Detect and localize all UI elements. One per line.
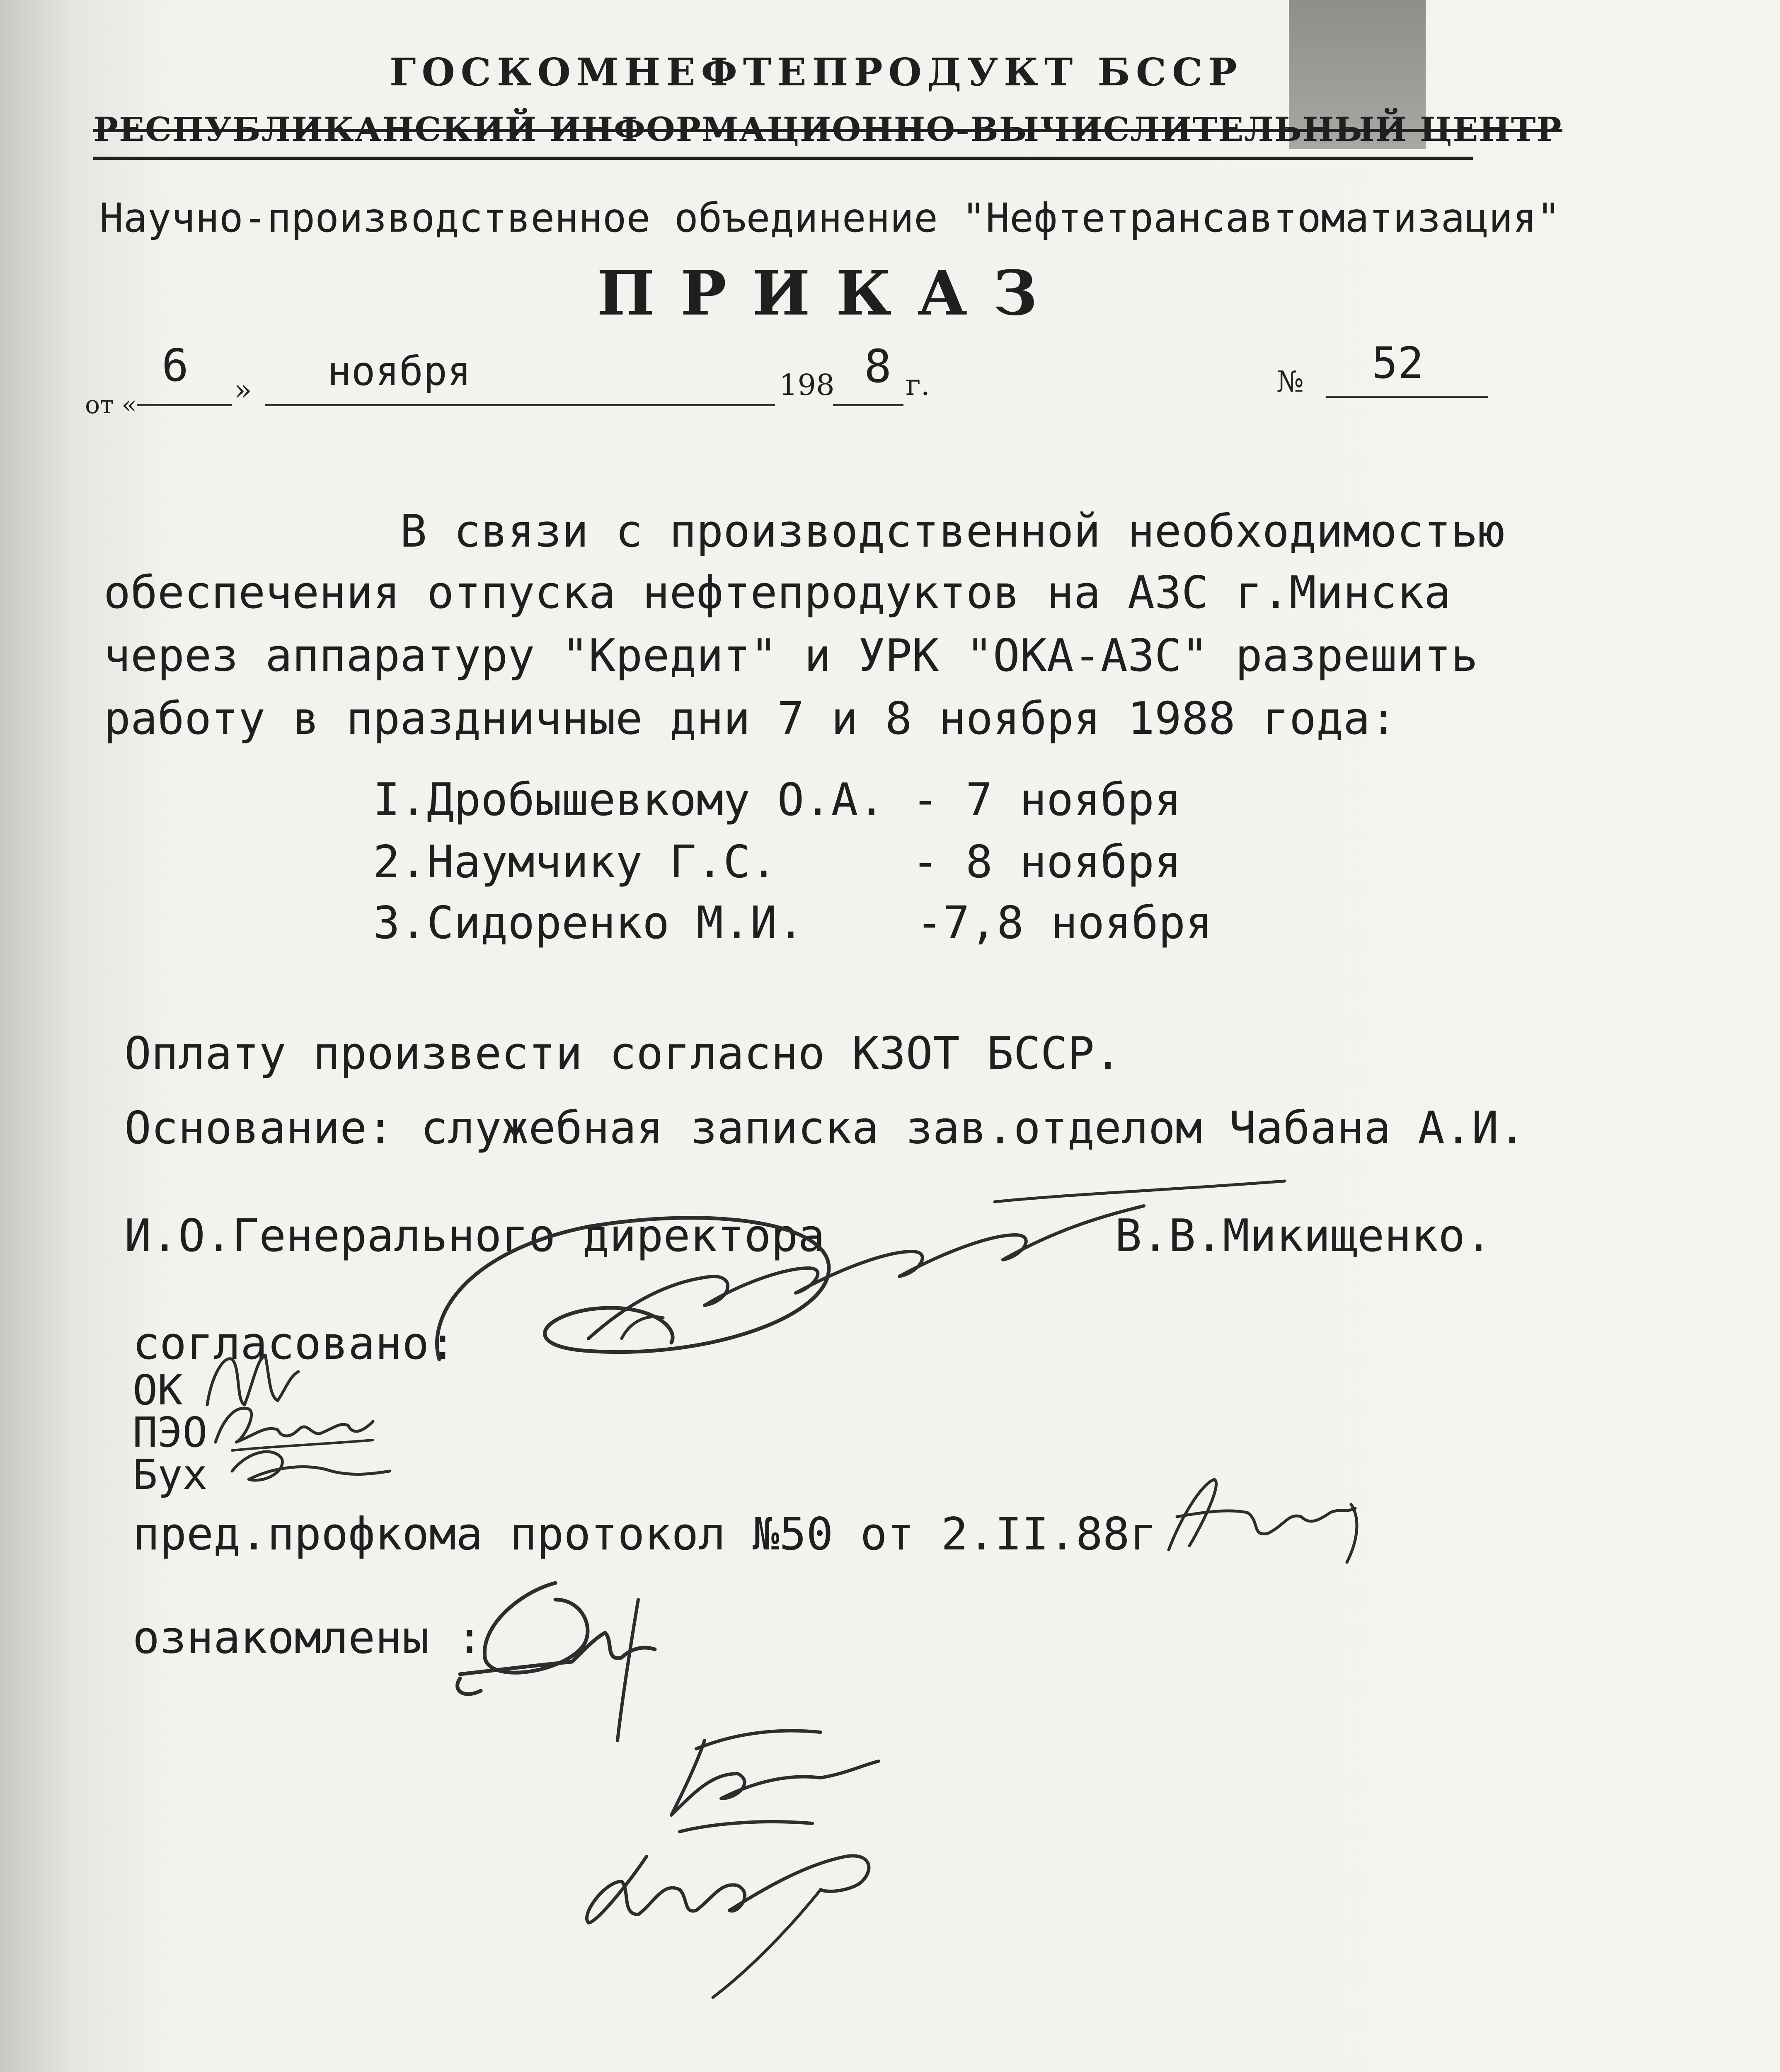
approval-ok: ОК <box>133 1366 183 1414</box>
acquainted-signatures <box>448 1566 1020 2022</box>
director-title: И.О.Генерального директора <box>124 1210 825 1262</box>
header-rule <box>93 157 1473 160</box>
list-item-name: I.Дробышевкому О.А. <box>373 774 885 826</box>
number-underline <box>1326 396 1488 398</box>
date-day-underline <box>137 404 232 406</box>
buh-approval-signature <box>224 1434 398 1500</box>
date-prefix: от « <box>85 390 137 419</box>
list-item-dates: - 7 ноября <box>912 774 1182 826</box>
paragraph-line-2: обеспечения отпуска нефтепродуктов на АЗС г.Минска <box>104 567 1451 619</box>
order-number: 52 <box>1372 338 1424 388</box>
date-quote-close: » <box>234 373 252 407</box>
list-item-name: 3.Сидоренко М.И. <box>373 897 804 949</box>
organization-top: ГОСКОМНЕФТЕПРОДУКТ БССР <box>390 50 1243 94</box>
union-signature <box>1152 1467 1384 1575</box>
list-item-dates: - 8 ноября <box>912 836 1182 888</box>
date-year-suffix: г. <box>906 368 930 402</box>
order-title: ПРИКАЗ <box>597 257 1063 329</box>
paragraph-line-1: В связи с производственной необходимостью <box>400 506 1505 557</box>
director-name: В.В.Микищенко. <box>1115 1210 1492 1262</box>
approval-peo: ПЭО <box>133 1408 208 1457</box>
union-line: пред.профкома протокол №50 от 2.II.88г <box>133 1508 1157 1560</box>
date-year-underline <box>833 404 903 406</box>
list-item-dates: -7,8 ноября <box>916 897 1213 949</box>
date-month-underline <box>265 404 775 406</box>
basis-line: Основание: служебная записка зав.отделом Чабана А.И. <box>124 1102 1526 1154</box>
approval-buh: Бух <box>133 1450 208 1499</box>
acquainted-label: ознакомлены : <box>133 1612 483 1664</box>
date-year-prefix: 198 <box>779 368 835 402</box>
organization-npo: Научно-производственное объединение "Нефтетрансавтоматизация" <box>99 195 1561 241</box>
date-year-digit: 8 <box>864 340 892 393</box>
paragraph-line-3: через аппаратуру "Кредит" и УРК "ОКА-АЗС" разрешить <box>104 630 1478 682</box>
agreed-label: согласовано: <box>133 1318 456 1370</box>
list-item-name: 2.Наумчику Г.С. <box>373 836 777 888</box>
organization-struck: РЕСПУБЛИКАНСКИЙ ИНФОРМАЦИОННО-ВЫЧИСЛИТЕЛЬНЫЙ ЦЕНТР <box>93 110 1562 149</box>
date-month: ноября <box>327 348 471 395</box>
paragraph-line-4: работу в праздничные дни 7 и 8 ноября 1988 года: <box>104 693 1397 745</box>
payment-line: Оплату произвести согласно КЗОТ БССР. <box>124 1028 1121 1080</box>
number-sign: № <box>1276 365 1304 399</box>
date-day: 6 <box>162 340 189 392</box>
director-signature <box>414 1144 1326 1434</box>
